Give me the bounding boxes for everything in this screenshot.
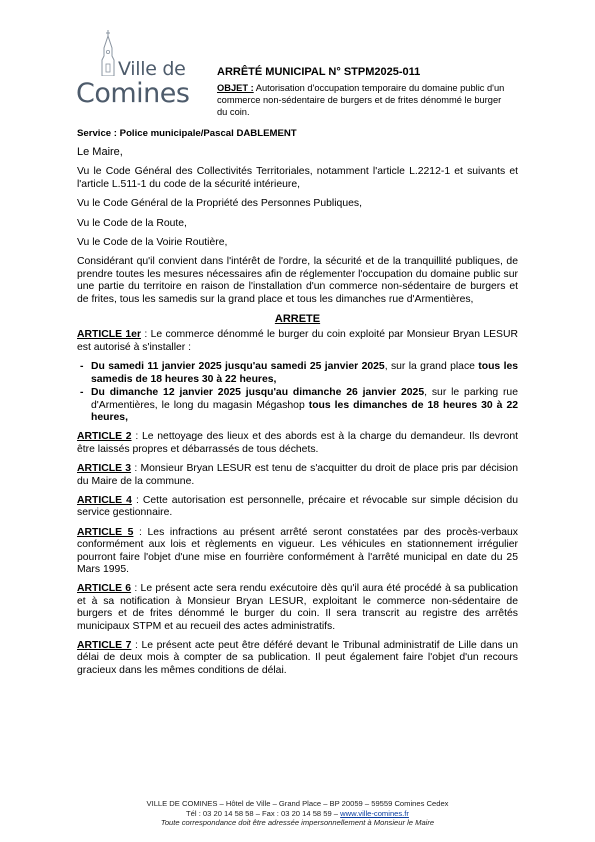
article-6-label: ARTICLE 6 [77, 583, 132, 595]
service-line: Service : Police municipale/Pascal DABLEMENT [77, 128, 297, 139]
article-1 [77, 329, 518, 354]
footer-phone: Tél : 03 20 14 58 58 – Fax : 03 20 14 58 59 – [186, 808, 341, 818]
decree-body [77, 146, 518, 684]
article-6 [77, 583, 518, 633]
article-7-label: ARTICLE 7 [77, 640, 132, 651]
vu-cgppp: Vu le Code Général de la Propriété des Personnes Publiques, [77, 198, 362, 210]
article-1-label: ARTICLE 1er [77, 329, 141, 341]
schedule-text: tous les dimanches de 18 heures 30 à 22 heures, [91, 399, 519, 423]
article-5-label: ARTICLE 5 [77, 526, 134, 538]
footer-notice: Toute correspondance doit être adressée impersonnellement à Monsieur le Maire [160, 818, 435, 828]
considerant: Considérant qu'il convient dans l'intérêt de l'ordre, la sécurité et de la tranquillité publiques, de prendre toutes les mesures nécessaires afin de réglementer l'occupation du domaine public sur une partie du territoire en raison de l'installation d'un commerce non-sédentaire de burgers et de frites, tous les samedis sur la grand place et tous les dimanches rue d'Armentières, [77, 256, 518, 305]
website-link[interactable]: www.ville-comines.fr [340, 808, 409, 818]
article-4 [77, 495, 518, 520]
article-5 [77, 527, 518, 577]
location-text: , sur le parking rue d'Armentières, le long du magasin Mégashop [91, 387, 518, 411]
arrete-heading: ARRETE [274, 313, 321, 326]
page-footer [0, 799, 595, 828]
logo-ville-de: Ville de [118, 58, 186, 80]
article-3-label: ARTICLE 3 [77, 463, 132, 475]
church-tower-icon [98, 30, 118, 76]
footer-address: VILLE DE COMINES – Hôtel de Ville – Grand Place – BP 20059 – 59559 Comines Cedex [146, 799, 449, 808]
schedule-text: tous les samedis de 18 heures 30 à 22 heures, [91, 361, 519, 385]
article-3 [77, 463, 518, 488]
article-7 [77, 640, 518, 677]
vu-cgct: Vu le Code Général des Collectivités Territoriales, notamment l'article L.2212-1 et suivants et l'article L.511-1 du code de la sécurité intérieure, [77, 166, 518, 190]
vu-code-voirie: Vu le Code de la Voirie Routière, [77, 237, 228, 249]
article-1-dates [77, 361, 518, 424]
article-2-text: : Le nettoyage des lieux et des abords est à la charge du demandeur. Ils devront être laissés propres et débarrassés de tous déchets. [77, 431, 518, 455]
decree-object [217, 82, 507, 119]
article-2-label: ARTICLE 2 [77, 431, 132, 443]
decree-title: ARRÊTÉ MUNICIPAL N° STPM2025-011 [217, 66, 421, 78]
le-maire: Le Maire, [77, 146, 123, 158]
article-4-text: : Cette autorisation est personnelle, précaire et révocable sur simple décision du service gestionnaire. [77, 494, 518, 519]
article-5-text: : Les infractions au présent arrêté seront constatées par des procès-verbaux conformément aux lois et règlements en vigueur. Les véhicules en stationnement irrégulier pourront faire l'objet d'une mise en fourrière conformément à l'arrêté municipal en date du 25 Mars 1995. [77, 526, 518, 575]
list-item [91, 361, 518, 386]
article-7-text: : Le présent acte peut être déféré devant le Tribunal administratif de Lille dans un délai de deux mois à compter de sa publication. Il peut également faire l'objet d'un recours gracieux dans les mêmes conditions de délai. [77, 640, 518, 676]
article-2 [77, 431, 518, 456]
footer-contact [0, 809, 595, 819]
date-range: Du samedi 11 janvier 2025 jusqu'au samedi 25 janvier 2025 [91, 361, 385, 373]
object-label: OBJET : [217, 83, 254, 93]
vu-code-route: Vu le Code de la Route, [77, 217, 187, 229]
article-1-text: : Le commerce dénommé le burger du coin exploité par Monsieur Bryan LESUR est autorisé à s'installer : [77, 329, 518, 353]
logo-comines: Comines [76, 78, 190, 109]
article-3-text: : Monsieur Bryan LESUR est tenu de s'acquitter du droit de place pris par décision du Maire de la commune. [77, 463, 518, 487]
article-6-text: : Le présent acte sera rendu exécutoire dès qu'il aura été procédé à sa publication et à sa notification à Monsieur Bryan LESUR, exploitant le commerce non-sédentaire de burgers et de frites dénommé le burger du coin. Il sera transcrit au registre des arrêtés municipaux STPM et au recueil des actes administratifs. [77, 583, 518, 632]
location-text: , sur la grand place [384, 361, 479, 373]
list-item [91, 387, 518, 424]
city-logo [76, 30, 196, 110]
date-range: Du dimanche 12 janvier 2025 jusqu'au dimanche 26 janvier 2025 [91, 387, 425, 399]
article-4-label: ARTICLE 4 [77, 494, 132, 506]
object-text: Autorisation d'occupation temporaire du domaine public d'un commerce non-sédentaire de burgers et de frites dénommé le burger du coin. [217, 83, 505, 118]
